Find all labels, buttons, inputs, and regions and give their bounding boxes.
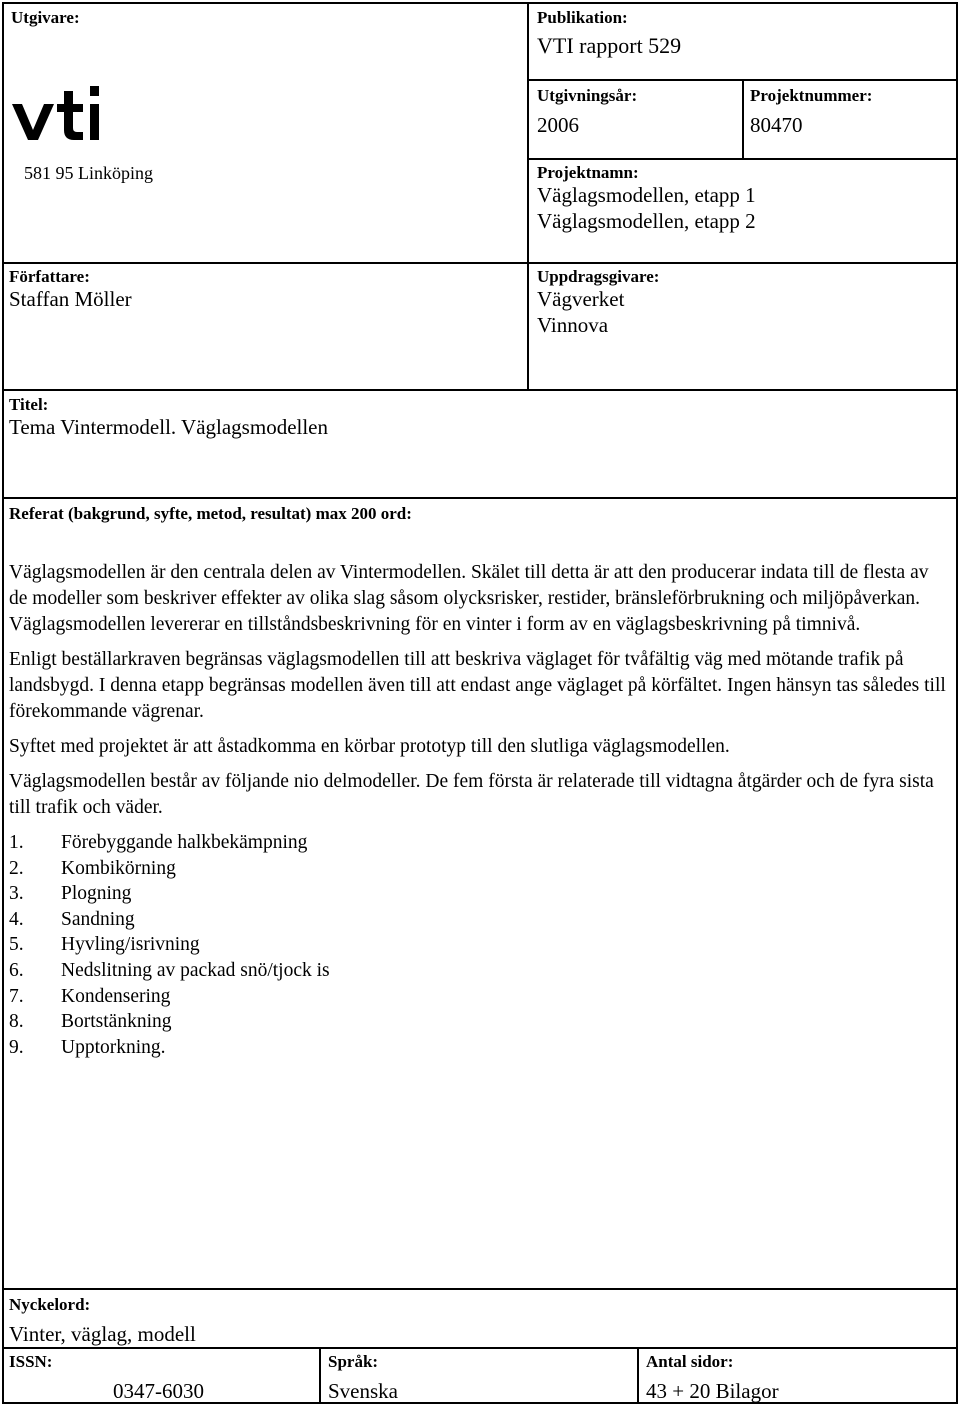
abstract-label: Referat (bakgrund, syfte, metod, resultat) max 200 ord:: [9, 504, 412, 523]
divider-year-number: [742, 79, 744, 159]
commissioner-line-2: Vinnova: [537, 313, 609, 337]
issn-value: 0347-6030: [113, 1379, 204, 1403]
divider-abstract-row: [2, 497, 958, 499]
divider-keywords-row: [2, 1288, 958, 1290]
publisher-address: 581 95 Linköping: [24, 163, 153, 183]
list-item-text: Nedslitning av packad snö/tjock is: [61, 959, 330, 981]
project-number-value: 80470: [750, 113, 803, 137]
project-name-line-1: Väglagsmodellen, etapp 1: [537, 183, 756, 207]
language-value: Svenska: [328, 1379, 398, 1403]
list-item: [9, 1009, 951, 1035]
divider-top-vertical: [527, 2, 529, 390]
title-value: Tema Vintermodell. Väglagsmodellen: [9, 415, 328, 439]
list-item-text: Förebyggande halkbekämpning: [61, 832, 308, 853]
list-item-number: 3.: [9, 883, 24, 905]
abstract-paragraph: Väglagsmodellen är den centrala delen av Vintermodellen. Skälet till detta är att den producerar indata till de flesta av de modeller som beskriver effekter av olika slag såsom olycksrisker, restider, bränsleförbrukning och miljöpåverkan. Väglagsmodellen levererar en tillståndsbeskrivning för en vinter i form av en väglagsbeskrivning på timnivå.: [9, 562, 929, 635]
publication-value: VTI rapport 529: [537, 33, 682, 58]
project-number-label: Projektnummer:: [750, 86, 873, 105]
list-item-text: Bortstänkning: [61, 1011, 172, 1033]
keywords-label: Nyckelord:: [9, 1295, 91, 1314]
commissioner-line-1: Vägverket: [537, 287, 625, 311]
pages-label: Antal sidor:: [646, 1352, 734, 1371]
abstract-paragraph: Väglagsmodellen består av följande nio delmodeller. De fem första är relaterade till vidtagna åtgärder och de fyra sista till trafik och väder.: [9, 771, 934, 818]
title-label: Titel:: [9, 395, 49, 414]
divider-language-pages: [637, 1347, 639, 1404]
list-item-text: Kombikörning: [61, 857, 176, 879]
submodel-list: [9, 830, 951, 1060]
abstract-body: [9, 560, 951, 1060]
year-label: Utgivningsår:: [537, 86, 638, 105]
list-item-text: Sandning: [61, 908, 135, 930]
list-item-number: 9.: [9, 1036, 24, 1058]
abstract-paragraph: Syftet med projektet är att åstadkomma en körbar prototyp till den slutliga väglagsmodellen.: [9, 736, 730, 757]
project-name-line-2: Väglagsmodellen, etapp 2: [537, 209, 756, 233]
divider-issn-language: [319, 1347, 321, 1404]
list-item-number: 6.: [9, 959, 24, 981]
publication-label: Publikation:: [537, 8, 628, 27]
list-item: [9, 1035, 951, 1061]
vti-logo: [12, 80, 108, 144]
list-item: [9, 958, 951, 984]
list-item-number: 8.: [9, 1011, 24, 1033]
project-name-label: Projektnamn:: [537, 163, 639, 182]
year-value: 2006: [537, 113, 579, 137]
list-item-number: 5.: [9, 934, 24, 956]
keywords-value: Vinter, väglag, modell: [9, 1322, 196, 1346]
author-value: Staffan Möller: [9, 287, 132, 311]
list-item-number: 2.: [9, 857, 24, 879]
list-item-text: Kondensering: [61, 985, 171, 1007]
list-item: [9, 907, 951, 933]
language-label: Språk:: [328, 1352, 379, 1371]
commissioner-label: Uppdragsgivare:: [537, 267, 660, 286]
divider-title-row: [2, 389, 958, 391]
divider-issn-row: [2, 1347, 958, 1349]
list-item-text: Upptorkning.: [61, 1036, 166, 1058]
abstract-paragraph: Enligt beställarkraven begränsas väglagsmodellen till att beskriva väglaget för tvåfältig väg med mötande trafik på landsbygd. I denna etapp begränsas modellen även till att endast ange väglaget på körfältet. Ingen hänsyn tas således till förekommande vägrenar.: [9, 649, 946, 722]
publisher-label: Utgivare:: [11, 8, 80, 27]
list-item: [9, 830, 951, 856]
author-label: Författare:: [9, 267, 90, 286]
list-item: [9, 856, 951, 882]
issn-label: ISSN:: [9, 1352, 53, 1371]
list-item: [9, 932, 951, 958]
list-item-number: 4.: [9, 908, 24, 930]
list-item: [9, 881, 951, 907]
list-item-text: Plogning: [61, 883, 132, 905]
list-item-text: Hyvling/isrivning: [61, 934, 200, 956]
list-item: [9, 984, 951, 1010]
list-item-number: 7.: [9, 985, 24, 1007]
list-item-number: 1.: [9, 832, 24, 853]
pages-value: 43 + 20 Bilagor: [646, 1379, 779, 1403]
divider-year-projectname: [527, 158, 958, 160]
divider-author-row: [2, 262, 958, 264]
